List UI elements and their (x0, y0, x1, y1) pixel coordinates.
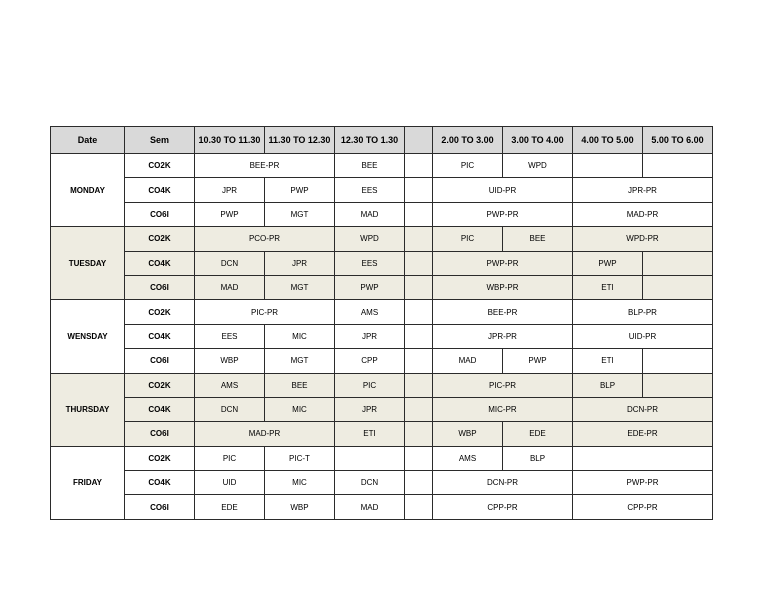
subject-cell: MAD-PR (195, 422, 335, 446)
col-header-sem: Sem (125, 127, 195, 154)
subject-cell: MAD (433, 349, 503, 373)
subject-cell: EDE-PR (573, 422, 713, 446)
subject-cell: WBP (195, 349, 265, 373)
subject-cell: DCN-PR (573, 397, 713, 421)
sem-cell: CO6I (125, 422, 195, 446)
subject-cell: WBP (433, 422, 503, 446)
subject-cell: JPR-PR (433, 324, 573, 348)
subject-cell: MGT (265, 349, 335, 373)
subject-cell: DCN (195, 397, 265, 421)
break-cell (405, 495, 433, 519)
subject-cell: UID (195, 471, 265, 495)
subject-cell: UID-PR (433, 178, 573, 202)
subject-cell: EES (195, 324, 265, 348)
break-cell (405, 373, 433, 397)
break-cell (405, 324, 433, 348)
table-row (51, 349, 713, 373)
subject-cell (335, 446, 405, 470)
subject-cell: MGT (265, 275, 335, 299)
table-row (51, 471, 713, 495)
table-row (51, 227, 713, 251)
sem-cell: CO4K (125, 324, 195, 348)
subject-cell: JPR-PR (573, 178, 713, 202)
subject-cell: CPP (335, 349, 405, 373)
subject-cell: BEE (503, 227, 573, 251)
subject-cell: PIC (195, 446, 265, 470)
table-row (51, 275, 713, 299)
break-cell (405, 397, 433, 421)
table-row (51, 251, 713, 275)
break-cell (405, 471, 433, 495)
subject-cell (643, 275, 713, 299)
sem-cell: CO6I (125, 275, 195, 299)
break-cell (405, 275, 433, 299)
subject-cell: WBP-PR (433, 275, 573, 299)
day-cell-tuesday: TUESDAY (51, 227, 125, 300)
subject-cell: PIC (335, 373, 405, 397)
timetable (50, 126, 713, 520)
subject-cell: ETI (573, 349, 643, 373)
break-cell (405, 154, 433, 178)
subject-cell: ETI (573, 275, 643, 299)
table-row (51, 373, 713, 397)
break-cell (405, 202, 433, 226)
subject-cell: JPR (265, 251, 335, 275)
col-header-slot-2: 11.30 TO 12.30 (265, 127, 335, 154)
table-row (51, 202, 713, 226)
break-cell (405, 422, 433, 446)
sem-cell: CO4K (125, 251, 195, 275)
subject-cell: MIC (265, 471, 335, 495)
subject-cell: EDE (503, 422, 573, 446)
header-row (51, 127, 713, 154)
sem-cell: CO2K (125, 154, 195, 178)
table-row (51, 422, 713, 446)
sem-cell: CO2K (125, 300, 195, 324)
day-cell-wensday: WENSDAY (51, 300, 125, 373)
subject-cell: BEE (265, 373, 335, 397)
subject-cell: DCN (335, 471, 405, 495)
subject-cell: PIC (433, 227, 503, 251)
subject-cell: MAD (195, 275, 265, 299)
sem-cell: CO4K (125, 178, 195, 202)
subject-cell: BLP (503, 446, 573, 470)
col-header-slot-1: 10.30 TO 11.30 (195, 127, 265, 154)
subject-cell: AMS (195, 373, 265, 397)
subject-cell: MIC (265, 324, 335, 348)
table-row (51, 446, 713, 470)
break-cell (405, 446, 433, 470)
subject-cell: BLP (573, 373, 643, 397)
subject-cell: MAD-PR (573, 202, 713, 226)
subject-cell: PWP (195, 202, 265, 226)
subject-cell: MIC-PR (433, 397, 573, 421)
subject-cell: UID-PR (573, 324, 713, 348)
subject-cell: PWP-PR (433, 202, 573, 226)
table-row (51, 178, 713, 202)
subject-cell: ETI (335, 422, 405, 446)
col-header-slot-6: 4.00 TO 5.00 (573, 127, 643, 154)
sem-cell: CO2K (125, 373, 195, 397)
subject-cell (643, 251, 713, 275)
subject-cell: BLP-PR (573, 300, 713, 324)
subject-cell (643, 349, 713, 373)
break-cell (405, 227, 433, 251)
table-row (51, 300, 713, 324)
subject-cell: CPP-PR (573, 495, 713, 519)
subject-cell: WBP (265, 495, 335, 519)
subject-cell: DCN (195, 251, 265, 275)
subject-cell: BEE-PR (195, 154, 335, 178)
table-row (51, 324, 713, 348)
subject-cell: WPD (503, 154, 573, 178)
subject-cell: JPR (195, 178, 265, 202)
subject-cell: PWP-PR (433, 251, 573, 275)
subject-cell: MGT (265, 202, 335, 226)
table-row (51, 495, 713, 519)
subject-cell: BEE (335, 154, 405, 178)
day-cell-monday: MONDAY (51, 154, 125, 227)
break-cell (405, 349, 433, 373)
subject-cell: DCN-PR (433, 471, 573, 495)
col-header-slot-7: 5.00 TO 6.00 (643, 127, 713, 154)
subject-cell: MIC (265, 397, 335, 421)
col-header-slot-5: 3.00 TO 4.00 (503, 127, 573, 154)
subject-cell: PWP (265, 178, 335, 202)
break-cell (405, 178, 433, 202)
subject-cell: PWP-PR (573, 471, 713, 495)
subject-cell: PIC (433, 154, 503, 178)
subject-cell: MAD (335, 495, 405, 519)
subject-cell: WPD (335, 227, 405, 251)
subject-cell: PIC-PR (433, 373, 573, 397)
col-header-slot-3: 12.30 TO 1.30 (335, 127, 405, 154)
subject-cell: PWP (573, 251, 643, 275)
subject-cell: PIC-T (265, 446, 335, 470)
sem-cell: CO4K (125, 471, 195, 495)
subject-cell (573, 446, 713, 470)
subject-cell: EES (335, 178, 405, 202)
subject-cell: AMS (335, 300, 405, 324)
col-header-break (405, 127, 433, 154)
sem-cell: CO4K (125, 397, 195, 421)
break-cell (405, 300, 433, 324)
sem-cell: CO6I (125, 202, 195, 226)
break-cell (405, 251, 433, 275)
subject-cell: PWP (503, 349, 573, 373)
subject-cell: JPR (335, 397, 405, 421)
sem-cell: CO6I (125, 495, 195, 519)
col-header-date: Date (51, 127, 125, 154)
col-header-slot-4: 2.00 TO 3.00 (433, 127, 503, 154)
subject-cell: CPP-PR (433, 495, 573, 519)
table-row (51, 397, 713, 421)
subject-cell (643, 373, 713, 397)
sem-cell: CO2K (125, 227, 195, 251)
sem-cell: CO6I (125, 349, 195, 373)
table-row (51, 154, 713, 178)
subject-cell: AMS (433, 446, 503, 470)
subject-cell: MAD (335, 202, 405, 226)
subject-cell: PCO-PR (195, 227, 335, 251)
subject-cell: WPD-PR (573, 227, 713, 251)
subject-cell: EES (335, 251, 405, 275)
subject-cell: PIC-PR (195, 300, 335, 324)
day-cell-thursday: THURSDAY (51, 373, 125, 446)
subject-cell: BEE-PR (433, 300, 573, 324)
subject-cell: EDE (195, 495, 265, 519)
subject-cell: JPR (335, 324, 405, 348)
subject-cell (643, 154, 713, 178)
sem-cell: CO2K (125, 446, 195, 470)
subject-cell: PWP (335, 275, 405, 299)
subject-cell (573, 154, 643, 178)
day-cell-friday: FRIDAY (51, 446, 125, 519)
